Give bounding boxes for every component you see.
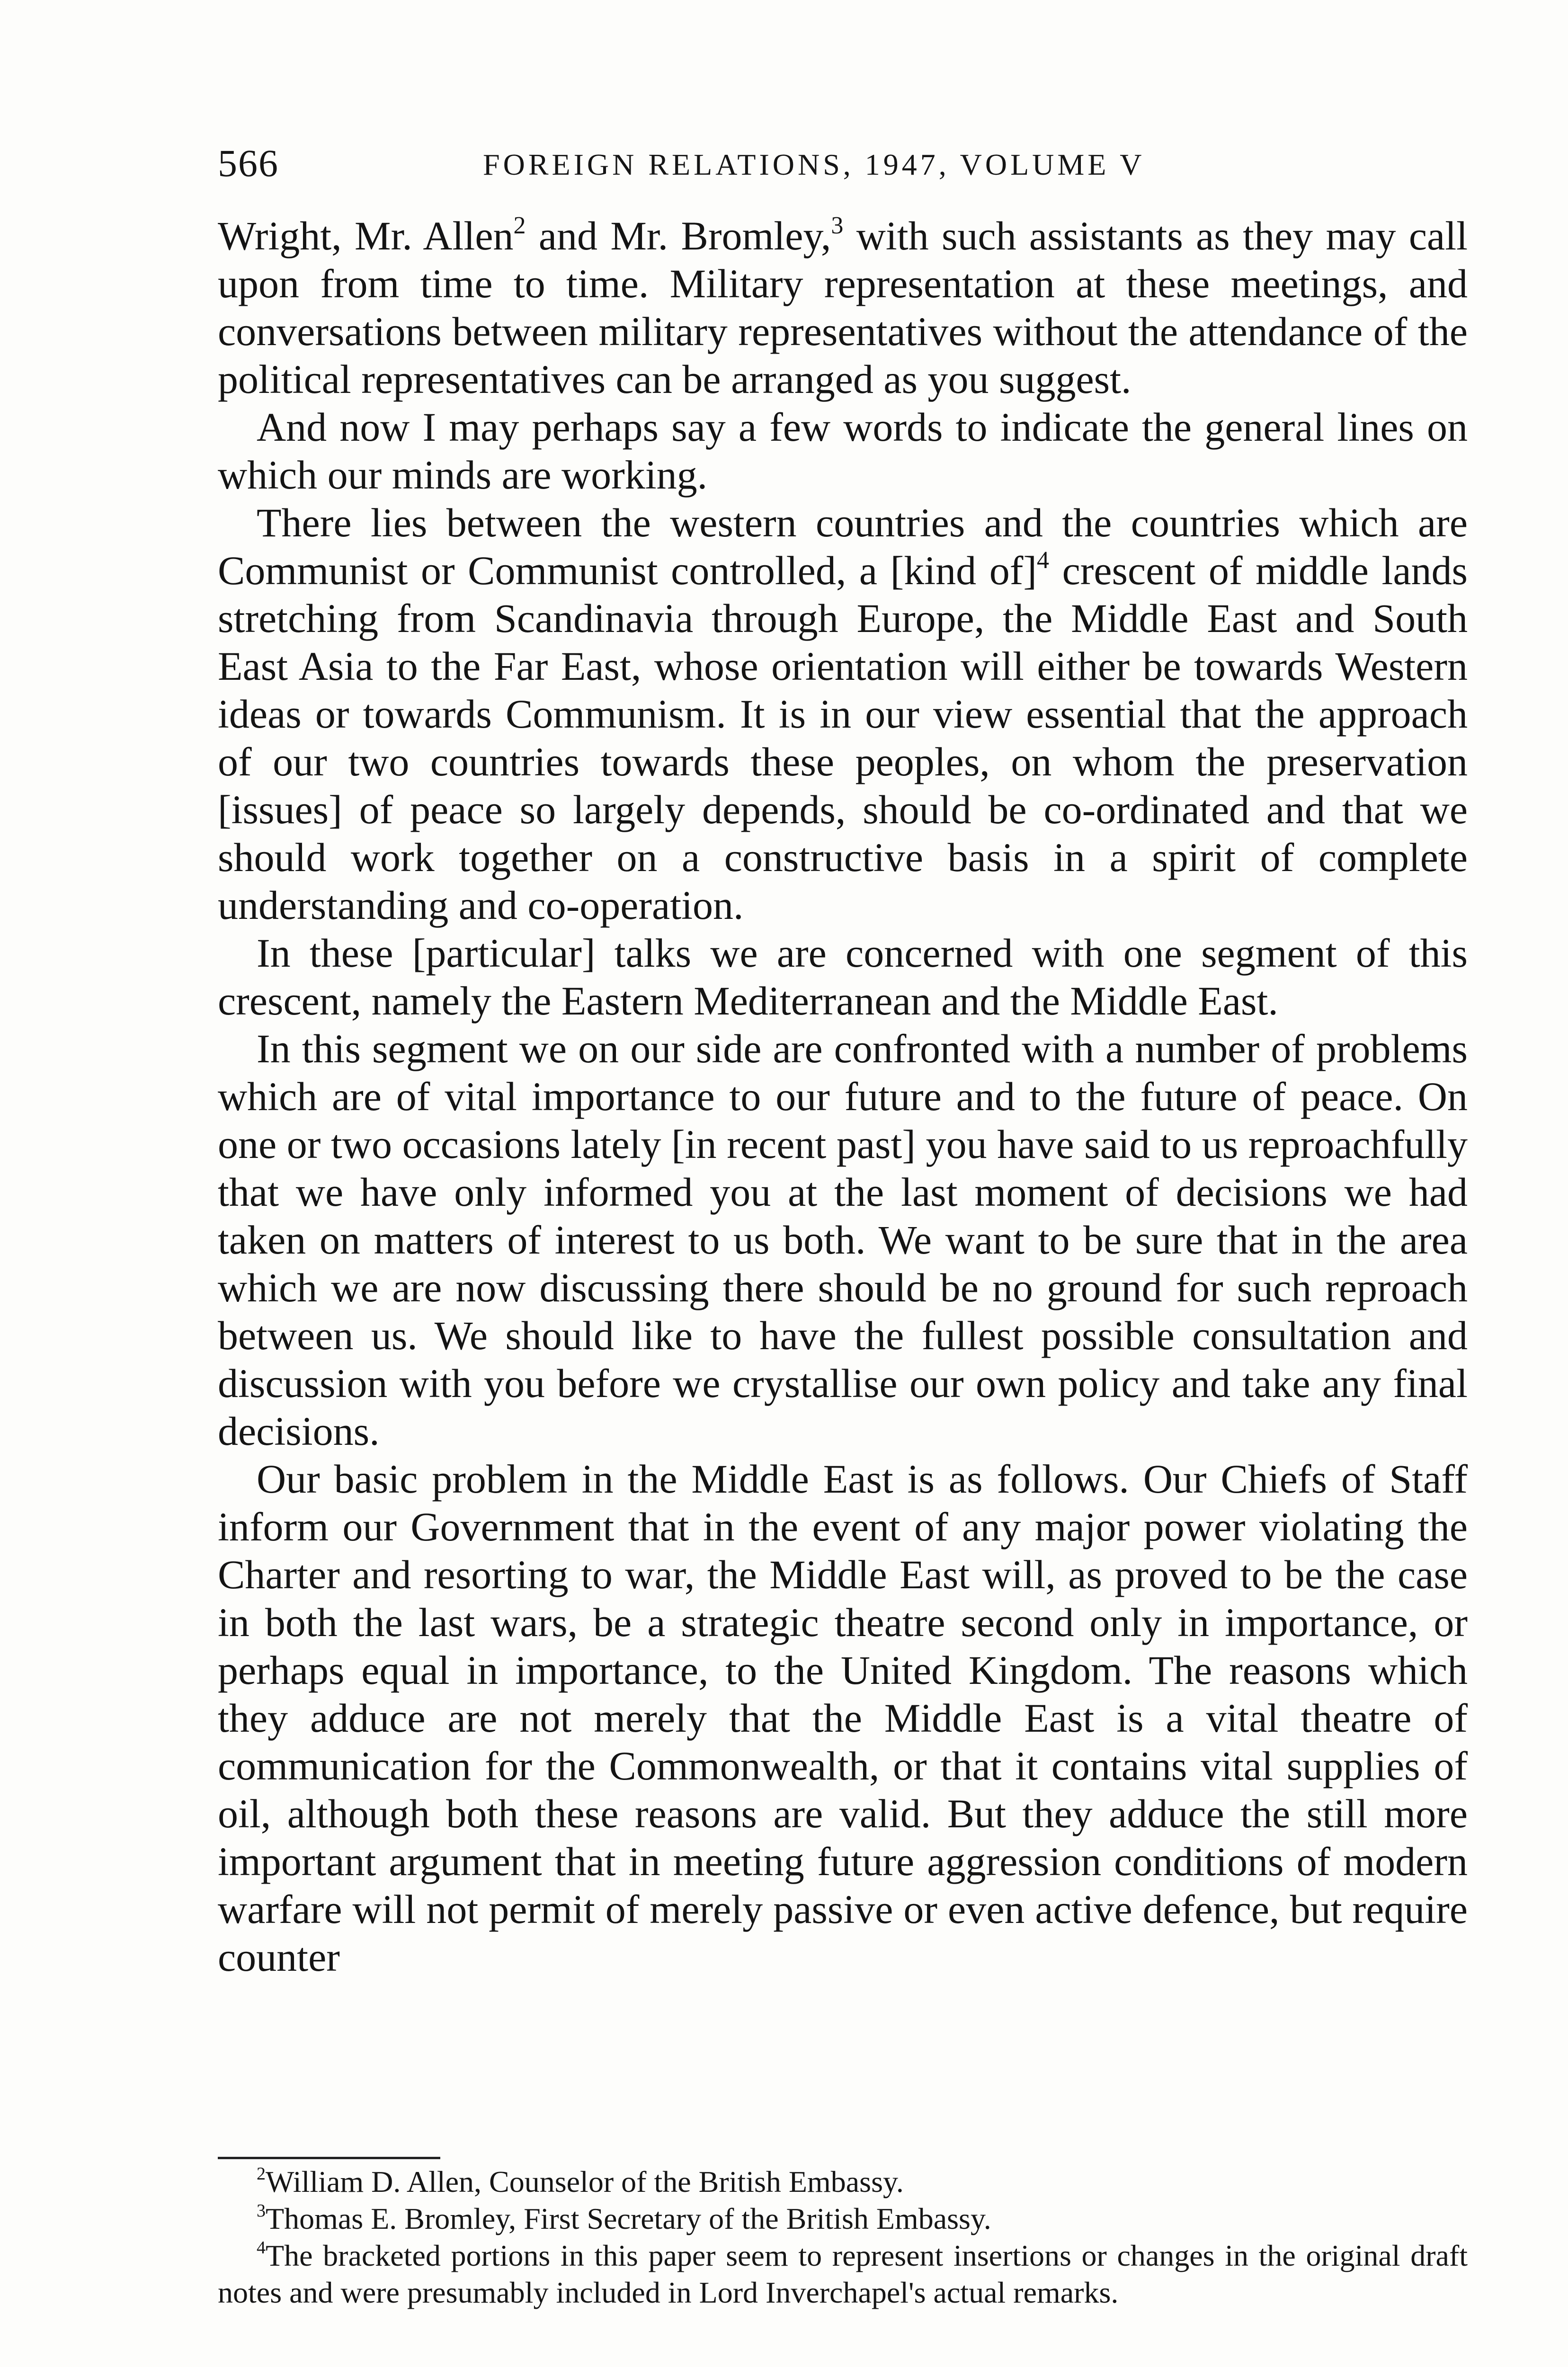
footnote-4-text: The bracketed portions in this paper seem to represent insertions or changes in the original draft notes and were presumably included in Lord Inverchapel's actual remarks.: [218, 2239, 1468, 2309]
paragraph-4: In these [particular] talks we are concerned with one segment of this crescent, namely the Eastern Mediterranean and the Middle East.: [218, 930, 1468, 1023]
footnote-3: [218, 2200, 1468, 2237]
paragraph-1-text-c: with such assistants as they may call upon from time to time. Military representation at these meetings, and conversations between military representatives without the attendance of the political representatives can be arranged as you suggest.: [218, 213, 1468, 402]
paragraph-2: And now I may perhaps say a few words to indicate the general lines on which our minds are working.: [218, 404, 1468, 498]
footnote-4: [218, 2237, 1468, 2311]
footnote-2-marker: 2: [257, 2164, 266, 2184]
body-text: [218, 212, 1468, 1981]
footnote-4-marker: 4: [257, 2238, 266, 2258]
footnotes: [218, 2163, 1468, 2311]
footnote-ref-4: 4: [1037, 547, 1049, 574]
footnote-3-marker: 3: [257, 2201, 266, 2221]
paragraph-1: [218, 212, 1468, 403]
paragraph-3-text-b: crescent of middle lands stretching from Scandinavia through Europe, the Middle East and South East Asia to the Far East, whose orientation will either be towards Western ideas or towards Communism. It is in our view essential that the approach of our two countries towards these peoples, on whom the preservation [issues] of peace so largely depends, should be co-ordinated and that we should work together on a constructive basis in a spirit of complete understanding and co-operation.: [218, 548, 1468, 928]
footnote-rule: [218, 2157, 440, 2159]
paragraph-5: In this segment we on our side are confronted with a number of problems which are of vital importance to our future and to the future of peace. On one or two occasions lately [in recent past] you have said to us reproachfully that we have only informed you at the last moment of decisions we had taken on matters of interest to us both. We want to be sure that in the area which we are now discussing there should be no ground for such reproach between us. We should like to have the fullest possible consultation and discussion with you before we crystallise our own policy and take any final decisions.: [218, 1026, 1468, 1454]
paragraph-1-text-b: and Mr. Bromley,: [526, 213, 831, 258]
footnote-2: [218, 2163, 1468, 2200]
footnote-2-text: William D. Allen, Counselor of the British Embassy.: [266, 2165, 904, 2198]
running-head: FOREIGN RELATIONS, 1947, VOLUME V: [483, 148, 1145, 181]
paragraph-1-text-a: Wright, Mr. Allen: [218, 213, 514, 258]
footnote-ref-2: 2: [513, 212, 526, 239]
paragraph-6: Our basic problem in the Middle East is as follows. Our Chiefs of Staff inform our Government that in the event of any major power violating the Charter and resorting to war, the Middle East will, as proved to be the case in both the last wars, be a strategic theatre second only in importance, or perhaps equal in importance, to the United Kingdom. The reasons which they adduce are not merely that the Middle East is a vital theatre of communication for the Commonwealth, or that it contains vital supplies of oil, although both these reasons are valid. But they adduce the still more important argument that in meeting future aggression conditions of modern warfare will not permit of merely passive or even active defence, but require counter: [218, 1456, 1468, 1980]
page-header: [218, 137, 1487, 189]
footnote-3-text: Thomas E. Bromley, First Secretary of the British Embassy.: [266, 2202, 991, 2235]
footnote-ref-3: 3: [831, 212, 844, 239]
paragraph-3-text-a: There lies between the western countries and the countries which are Communist or Communist controlled, a [kind of]: [218, 500, 1468, 593]
page-number: 566: [218, 142, 279, 185]
paragraph-3: [218, 499, 1468, 929]
